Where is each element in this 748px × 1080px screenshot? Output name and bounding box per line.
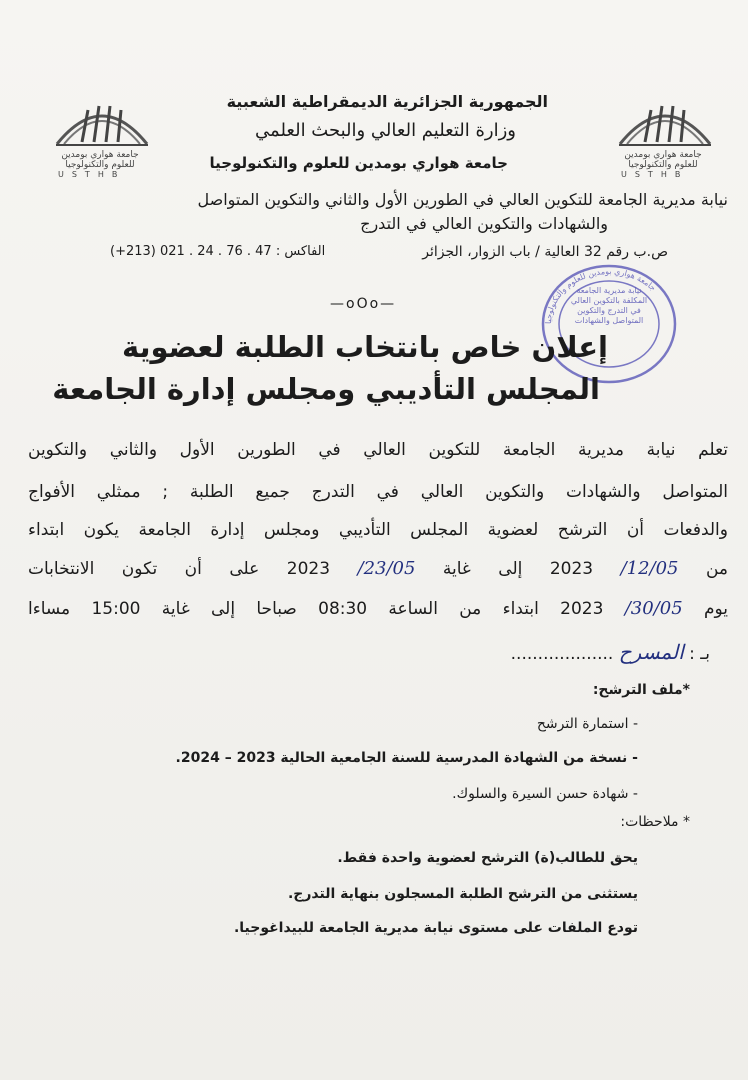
file-item: - استمارة الترشح xyxy=(536,716,638,732)
body-line6-dots: ................... xyxy=(510,644,614,664)
separator: —oOo— xyxy=(330,296,397,312)
body-line3: والدفعات أن الترشح لعضوية المجلس التأديبي ومجلس إدارة الجامعة يكون ابتداء xyxy=(28,520,728,540)
file-item: - شهادة حسن السيرة والسلوك. xyxy=(452,786,638,802)
body-line4-c: 2023 على أن تكون الانتخابات xyxy=(28,559,331,579)
body-line2: المتواصل والشهادات والتكوين العالي في التدرج جميع الطلبة ; ممثلي الأفواج xyxy=(28,482,728,502)
stamp-ring-text: جامعة هواري بومدين للعلوم والتكنولوجيا xyxy=(543,266,658,325)
body-line5-a: يوم xyxy=(703,599,729,619)
vice-rectorate-line2: والشهادات والتكوين العالي في التدرج xyxy=(360,214,608,233)
logo-caption-en: USTHB xyxy=(621,170,689,179)
body-line5 xyxy=(28,598,728,619)
logo-caption-ar: جامعة هواري بومدين للعلوم والتكنولوجيا xyxy=(624,150,702,170)
university-header: جامعة هواري بومدين للعلوم والتكنولوجيا xyxy=(209,154,508,172)
logo-caption-ar: جامعة هواري بومدين للعلوم والتكنولوجيا xyxy=(61,150,139,170)
body-line6 xyxy=(511,640,710,664)
file-item: - نسخة من الشهادة المدرسية للسنة الجامعية الحالية 2023 – 2024. xyxy=(175,750,638,766)
ministry-header: وزارة التعليم العالي والبحث العلمي xyxy=(255,120,516,141)
official-stamp-icon xyxy=(538,262,680,386)
notes-heading: * ملاحظات: xyxy=(620,814,690,830)
body-line4 xyxy=(28,558,728,579)
fax-number: الفاكس : 47 . 76 . 24 . 021 (213+) xyxy=(110,244,326,259)
usthb-logo-icon xyxy=(615,92,715,152)
usthb-logo-icon xyxy=(52,92,152,152)
file-heading: *ملف الترشح: xyxy=(592,682,690,698)
announcement-title-line2: المجلس التأديبي ومجلس إدارة الجامعة xyxy=(52,372,600,406)
handwritten-end-date: 23/05/ xyxy=(357,558,416,579)
handwritten-location: المسرح xyxy=(618,640,684,664)
announcement-title-line1: إعلان خاص بانتخاب الطلبة لعضوية xyxy=(122,330,608,364)
body-line4-a: من xyxy=(705,559,729,579)
postal-address: ص.ب رقم 32 العالية / باب الزوار، الجزائر xyxy=(422,244,668,260)
university-logo-right xyxy=(615,92,735,179)
note-item: يستثنى من الترشح الطلبة المسجلون بنهاية التدرج. xyxy=(287,886,638,902)
body-line4-b: 2023 إلى غاية xyxy=(442,559,594,579)
note-item: يحق للطالب(ة) الترشح لعضوية واحدة فقط. xyxy=(337,850,638,866)
stamp-center-text: نيابة مديرية الجامعة المكلفة بالتكوين العالي في التدرج والتكوين المتواصل والشهادات xyxy=(570,286,648,325)
body-line6-a: بـ : xyxy=(689,644,710,664)
handwritten-start-date: 12/05/ xyxy=(620,558,679,579)
vice-rectorate-line1: نيابة مديرية الجامعة للتكوين العالي في الطورين الأول والثاني والتكوين المتواصل xyxy=(197,190,728,209)
handwritten-election-date: 30/05/ xyxy=(624,598,683,619)
body-line1: تعلم نيابة مديرية الجامعة للتكوين العالي في الطورين الأول والثاني والتكوين xyxy=(28,440,728,460)
note-item: تودع الملفات على مستوى نيابة مديرية الجامعة للبيداغوجيا. xyxy=(233,920,638,936)
body-line5-b: 2023 ابتداء من الساعة 08:30 صباحا إلى غاية 15:00 مساءا xyxy=(28,599,604,619)
republic-header: الجمهورية الجزائرية الديمقراطية الشعبية xyxy=(226,92,548,111)
logo-caption-en: USTHB xyxy=(58,170,126,179)
university-logo-left xyxy=(52,92,172,179)
